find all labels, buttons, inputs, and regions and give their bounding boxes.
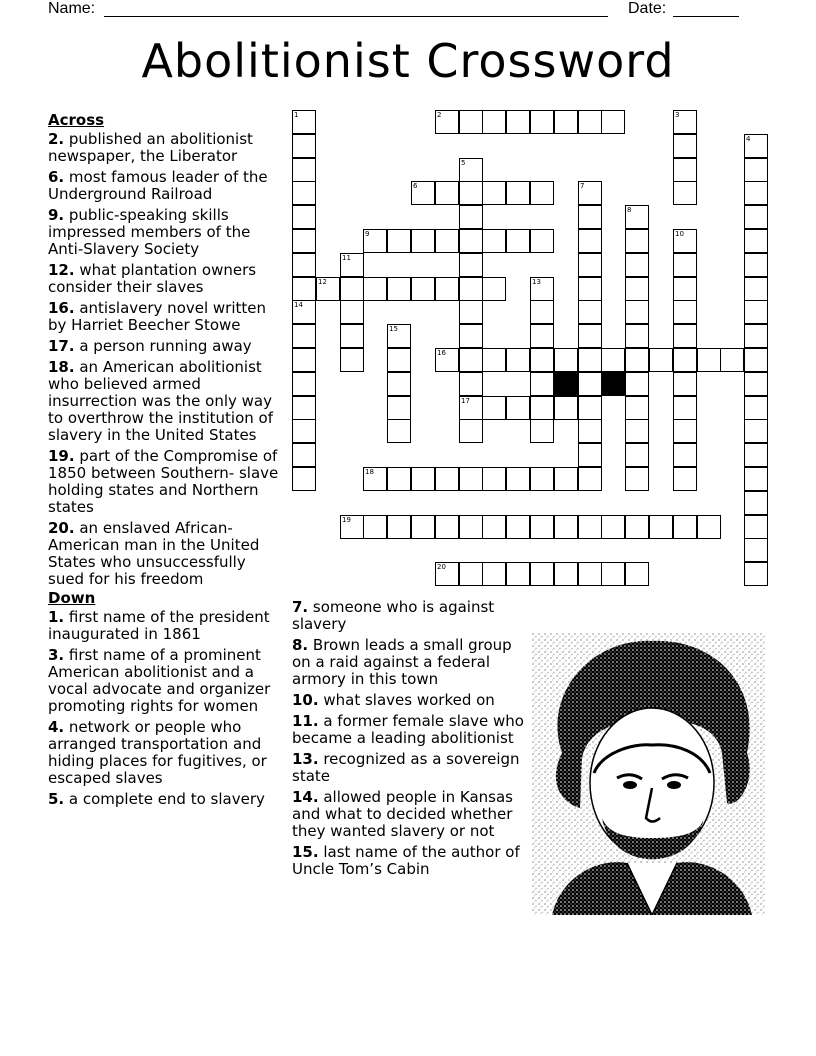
- clue-text: network or people who arranged transportation and hiding places for fugitives, or escaped slaves: [48, 718, 267, 787]
- down-clue: [48, 647, 284, 715]
- grid-cell[interactable]: [530, 396, 554, 420]
- clue-text: a person running away: [74, 337, 252, 355]
- cell-number: 6: [413, 182, 418, 190]
- grid-cell[interactable]: [340, 348, 364, 372]
- grid-cell[interactable]: [459, 205, 483, 229]
- grid-cell[interactable]: [387, 277, 411, 301]
- grid-cell[interactable]: [292, 181, 316, 205]
- clue-number: 14.: [292, 788, 319, 806]
- grid-cell[interactable]: [578, 562, 602, 586]
- grid-cell[interactable]: [625, 324, 649, 348]
- grid-cell[interactable]: [625, 300, 649, 324]
- across-clue: [48, 300, 284, 334]
- grid-cell[interactable]: [292, 419, 316, 443]
- grid-cell[interactable]: [340, 324, 364, 348]
- grid-cell[interactable]: [744, 253, 768, 277]
- grid-cell[interactable]: [459, 467, 483, 491]
- grid-cell[interactable]: [530, 181, 554, 205]
- cell-number: 14: [294, 301, 303, 309]
- clue-text: first name of a prominent American abolitionist and a vocal advocate and organizer promoting rights for women: [48, 646, 271, 715]
- grid-cell[interactable]: [554, 515, 578, 539]
- cell-number: 17: [461, 397, 470, 405]
- grid-cell[interactable]: [673, 348, 697, 372]
- grid-cell[interactable]: [673, 419, 697, 443]
- grid-cell[interactable]: [578, 181, 602, 205]
- grid-cell[interactable]: [578, 229, 602, 253]
- clue-number: 4.: [48, 718, 65, 736]
- clue-text: what plantation owners consider their slaves: [48, 261, 257, 296]
- across-clue: [48, 359, 284, 444]
- grid-cell[interactable]: [673, 110, 697, 134]
- grid-cell[interactable]: [363, 515, 387, 539]
- clue-number: 8.: [292, 636, 309, 654]
- grid-cell[interactable]: [292, 229, 316, 253]
- across-heading: Across: [48, 111, 105, 129]
- grid-cell[interactable]: [411, 467, 435, 491]
- grid-cell[interactable]: [530, 562, 554, 586]
- grid-cell[interactable]: [340, 515, 364, 539]
- grid-cell[interactable]: [673, 277, 697, 301]
- grid-cell[interactable]: [697, 348, 721, 372]
- grid-cell[interactable]: [744, 134, 768, 158]
- grid-cell[interactable]: [744, 396, 768, 420]
- grid-cell[interactable]: [625, 205, 649, 229]
- across-clue: [48, 520, 284, 588]
- down-clue: [292, 713, 528, 747]
- grid-cell[interactable]: [482, 562, 506, 586]
- grid-cell[interactable]: [744, 181, 768, 205]
- grid-cell[interactable]: [292, 205, 316, 229]
- grid-cell[interactable]: [459, 277, 483, 301]
- grid-cell[interactable]: [744, 515, 768, 539]
- grid-cell[interactable]: [578, 277, 602, 301]
- cell-number: 13: [532, 278, 541, 286]
- down-clue: [292, 637, 528, 688]
- grid-cell[interactable]: [459, 515, 483, 539]
- grid-cell[interactable]: [744, 158, 768, 182]
- grid-cell[interactable]: [530, 348, 554, 372]
- grid-cell[interactable]: [625, 229, 649, 253]
- clue-number: 2.: [48, 130, 65, 148]
- grid-cell[interactable]: [720, 348, 744, 372]
- grid-cell[interactable]: [625, 419, 649, 443]
- down-clue: [292, 692, 528, 709]
- grid-cell[interactable]: [649, 515, 673, 539]
- grid-cell[interactable]: [578, 515, 602, 539]
- down-clue: [292, 599, 528, 633]
- grid-cell[interactable]: [673, 515, 697, 539]
- grid-cell[interactable]: [744, 277, 768, 301]
- across-clue: [48, 131, 284, 165]
- grid-cell[interactable]: [530, 372, 554, 396]
- grid-cell[interactable]: [530, 467, 554, 491]
- cell-number: 15: [389, 325, 398, 333]
- grid-cell[interactable]: [435, 348, 459, 372]
- down-heading: Down: [48, 589, 96, 607]
- cell-number: 2: [437, 111, 442, 119]
- cell-number: 1: [294, 111, 299, 119]
- clue-number: 1.: [48, 608, 65, 626]
- across-clue: [48, 338, 284, 355]
- grid-cell[interactable]: [387, 372, 411, 396]
- clue-number: 9.: [48, 206, 65, 224]
- cell-number: 3: [675, 111, 680, 119]
- clue-text: public-speaking skills impressed members of the Anti-Slavery Society: [48, 206, 251, 258]
- grid-cell[interactable]: [530, 515, 554, 539]
- grid-cell[interactable]: [673, 229, 697, 253]
- grid-cell[interactable]: [530, 324, 554, 348]
- grid-cell[interactable]: [459, 158, 483, 182]
- cell-number: 18: [365, 468, 374, 476]
- across-clues: [48, 112, 284, 812]
- grid-cell[interactable]: [482, 181, 506, 205]
- cell-number: 5: [461, 159, 466, 167]
- grid-cell[interactable]: [292, 277, 316, 301]
- date-label: Date:: [628, 0, 667, 17]
- grid-cell[interactable]: [673, 372, 697, 396]
- clue-text: someone who is against slavery: [292, 598, 495, 633]
- grid-cell[interactable]: [411, 181, 435, 205]
- grid-cell[interactable]: [482, 229, 506, 253]
- clue-text: published an abolitionist newspaper, the Liberator: [48, 130, 253, 165]
- grid-cell[interactable]: [292, 348, 316, 372]
- grid-cell[interactable]: [482, 467, 506, 491]
- grid-cell[interactable]: [459, 181, 483, 205]
- grid-cell[interactable]: [411, 277, 435, 301]
- clue-text: Brown leads a small group on a raid against a federal armory in this town: [292, 636, 512, 688]
- grid-black-cell: [554, 372, 578, 396]
- grid-cell[interactable]: [292, 396, 316, 420]
- grid-cell[interactable]: [459, 372, 483, 396]
- grid-cell[interactable]: [625, 348, 649, 372]
- down-clue: [292, 789, 528, 840]
- grid-cell[interactable]: [673, 134, 697, 158]
- grid-cell[interactable]: [578, 372, 602, 396]
- grid-cell[interactable]: [435, 562, 459, 586]
- grid-cell[interactable]: [459, 229, 483, 253]
- grid-cell[interactable]: [744, 324, 768, 348]
- grid-cell[interactable]: [435, 467, 459, 491]
- clue-text: antislavery novel written by Harriet Beecher Stowe: [48, 299, 267, 334]
- clue-text: a complete end to slavery: [64, 790, 265, 808]
- grid-cell[interactable]: [482, 110, 506, 134]
- grid-cell[interactable]: [554, 110, 578, 134]
- grid-cell[interactable]: [578, 443, 602, 467]
- grid-cell[interactable]: [459, 253, 483, 277]
- clue-number: 3.: [48, 646, 65, 664]
- grid-cell[interactable]: [578, 205, 602, 229]
- clue-text: an enslaved African-American man in the United States who unsuccessfully sued for his freedom: [48, 519, 260, 588]
- clue-number: 10.: [292, 691, 319, 709]
- grid-cell[interactable]: [387, 348, 411, 372]
- down-clue: [48, 791, 284, 808]
- grid-cell[interactable]: [578, 253, 602, 277]
- grid-cell[interactable]: [506, 467, 530, 491]
- clue-number: 16.: [48, 299, 75, 317]
- across-clue: [48, 207, 284, 258]
- grid-cell[interactable]: [673, 181, 697, 205]
- cell-number: 12: [318, 278, 327, 286]
- grid-cell[interactable]: [530, 110, 554, 134]
- grid-cell[interactable]: [459, 348, 483, 372]
- grid-cell[interactable]: [744, 491, 768, 515]
- grid-cell[interactable]: [744, 229, 768, 253]
- grid-cell[interactable]: [387, 396, 411, 420]
- grid-cell[interactable]: [744, 538, 768, 562]
- grid-cell[interactable]: [459, 562, 483, 586]
- grid-cell[interactable]: [292, 134, 316, 158]
- grid-cell[interactable]: [673, 324, 697, 348]
- grid-cell[interactable]: [292, 110, 316, 134]
- grid-cell[interactable]: [340, 277, 364, 301]
- down-clues-continued: [292, 599, 528, 882]
- grid-cell[interactable]: [506, 110, 530, 134]
- grid-cell[interactable]: [506, 396, 530, 420]
- grid-cell[interactable]: [435, 110, 459, 134]
- grid-cell[interactable]: [554, 396, 578, 420]
- grid-cell[interactable]: [530, 229, 554, 253]
- grid-cell[interactable]: [744, 348, 768, 372]
- grid-cell[interactable]: [744, 467, 768, 491]
- grid-cell[interactable]: [601, 562, 625, 586]
- grid-cell[interactable]: [625, 372, 649, 396]
- grid-cell[interactable]: [340, 300, 364, 324]
- cell-number: 9: [365, 230, 370, 238]
- grid-cell[interactable]: [625, 515, 649, 539]
- cell-number: 19: [342, 516, 351, 524]
- clue-text: a former female slave who became a leading abolitionist: [292, 712, 524, 747]
- grid-cell[interactable]: [506, 181, 530, 205]
- grid-cell[interactable]: [601, 110, 625, 134]
- clue-text: allowed people in Kansas and what to decided whether they wanted slavery or not: [292, 788, 513, 840]
- clue-number: 12.: [48, 261, 75, 279]
- cell-number: 20: [437, 563, 446, 571]
- grid-cell[interactable]: [625, 562, 649, 586]
- across-clue: [48, 448, 284, 516]
- name-label: Name:: [48, 0, 96, 17]
- clue-number: 13.: [292, 750, 319, 768]
- cell-number: 7: [580, 182, 585, 190]
- grid-cell[interactable]: [578, 300, 602, 324]
- grid-cell[interactable]: [292, 300, 316, 324]
- grid-cell[interactable]: [578, 324, 602, 348]
- grid-cell[interactable]: [554, 467, 578, 491]
- grid-cell[interactable]: [673, 253, 697, 277]
- grid-cell[interactable]: [340, 253, 364, 277]
- grid-cell[interactable]: [292, 253, 316, 277]
- grid-cell[interactable]: [387, 229, 411, 253]
- clue-number: 5.: [48, 790, 65, 808]
- grid-cell[interactable]: [673, 467, 697, 491]
- clue-text: first name of the president inaugurated in 1861: [48, 608, 270, 643]
- down-clue: [48, 609, 284, 643]
- portrait-illustration: [532, 633, 766, 915]
- grid-cell[interactable]: [387, 467, 411, 491]
- clue-text: what slaves worked on: [318, 691, 495, 709]
- grid-cell[interactable]: [744, 562, 768, 586]
- grid-cell[interactable]: [363, 229, 387, 253]
- clue-number: 6.: [48, 168, 65, 186]
- grid-cell[interactable]: [506, 515, 530, 539]
- cell-number: 10: [675, 230, 684, 238]
- grid-cell[interactable]: [625, 253, 649, 277]
- grid-black-cell: [601, 372, 625, 396]
- grid-cell[interactable]: [482, 277, 506, 301]
- cell-number: 4: [746, 135, 751, 143]
- page-title: Abolitionist Crossword: [141, 34, 675, 88]
- clue-number: 7.: [292, 598, 309, 616]
- clue-number: 11.: [292, 712, 319, 730]
- grid-cell[interactable]: [744, 205, 768, 229]
- grid-cell[interactable]: [530, 277, 554, 301]
- grid-cell[interactable]: [578, 110, 602, 134]
- clue-number: 17.: [48, 337, 75, 355]
- grid-cell[interactable]: [459, 300, 483, 324]
- grid-cell[interactable]: [625, 396, 649, 420]
- grid-cell[interactable]: [673, 396, 697, 420]
- grid-cell[interactable]: [578, 419, 602, 443]
- grid-cell[interactable]: [459, 110, 483, 134]
- grid-cell[interactable]: [316, 277, 340, 301]
- grid-cell[interactable]: [411, 515, 435, 539]
- grid-cell[interactable]: [292, 443, 316, 467]
- clue-number: 18.: [48, 358, 75, 376]
- clue-text: recognized as a sovereign state: [292, 750, 520, 785]
- down-clue: [48, 719, 284, 787]
- grid-cell[interactable]: [435, 181, 459, 205]
- grid-cell[interactable]: [363, 277, 387, 301]
- clue-text: an American abolitionist who believed armed insurrection was the only way to overthrow the institution of slavery in the United States: [48, 358, 273, 444]
- grid-cell[interactable]: [673, 443, 697, 467]
- grid-cell[interactable]: [292, 158, 316, 182]
- grid-cell[interactable]: [625, 467, 649, 491]
- grid-cell[interactable]: [459, 419, 483, 443]
- grid-cell[interactable]: [554, 562, 578, 586]
- across-clue: [48, 262, 284, 296]
- grid-cell[interactable]: [387, 515, 411, 539]
- grid-cell[interactable]: [697, 515, 721, 539]
- grid-cell[interactable]: [506, 348, 530, 372]
- grid-cell[interactable]: [482, 515, 506, 539]
- cell-number: 8: [627, 206, 632, 214]
- clue-text: last name of the author of Uncle Tom’s Cabin: [292, 843, 520, 878]
- grid-cell[interactable]: [506, 562, 530, 586]
- grid-cell[interactable]: [435, 277, 459, 301]
- grid-cell[interactable]: [625, 277, 649, 301]
- grid-cell[interactable]: [530, 300, 554, 324]
- grid-cell[interactable]: [601, 348, 625, 372]
- grid-cell[interactable]: [673, 158, 697, 182]
- grid-cell[interactable]: [459, 396, 483, 420]
- grid-cell[interactable]: [744, 419, 768, 443]
- cell-number: 11: [342, 254, 351, 262]
- clue-number: 15.: [292, 843, 319, 861]
- grid-cell[interactable]: [435, 515, 459, 539]
- grid-cell[interactable]: [625, 443, 649, 467]
- clue-number: 19.: [48, 447, 75, 465]
- grid-cell[interactable]: [387, 419, 411, 443]
- grid-cell[interactable]: [292, 467, 316, 491]
- grid-cell[interactable]: [649, 348, 673, 372]
- grid-cell[interactable]: [459, 324, 483, 348]
- across-clue: [48, 169, 284, 203]
- grid-cell[interactable]: [530, 419, 554, 443]
- grid-cell[interactable]: [435, 229, 459, 253]
- grid-cell[interactable]: [482, 396, 506, 420]
- clue-number: 20.: [48, 519, 75, 537]
- grid-cell[interactable]: [292, 324, 316, 348]
- down-clue: [292, 844, 528, 878]
- grid-cell[interactable]: [554, 348, 578, 372]
- grid-cell[interactable]: [387, 324, 411, 348]
- clue-text: part of the Compromise of 1850 between Southern- slave holding states and Northern states: [48, 447, 279, 516]
- clue-text: most famous leader of the Underground Railroad: [48, 168, 268, 203]
- grid-cell[interactable]: [744, 372, 768, 396]
- down-clue: [292, 751, 528, 785]
- grid-cell[interactable]: [411, 229, 435, 253]
- grid-cell[interactable]: [744, 300, 768, 324]
- cell-number: 16: [437, 349, 446, 357]
- grid-cell[interactable]: [578, 467, 602, 491]
- grid-cell[interactable]: [292, 372, 316, 396]
- grid-cell[interactable]: [744, 443, 768, 467]
- grid-cell[interactable]: [673, 300, 697, 324]
- grid-cell[interactable]: [601, 515, 625, 539]
- grid-cell[interactable]: [482, 348, 506, 372]
- grid-cell[interactable]: [506, 229, 530, 253]
- grid-cell[interactable]: [578, 348, 602, 372]
- grid-cell[interactable]: [363, 467, 387, 491]
- grid-cell[interactable]: [578, 396, 602, 420]
